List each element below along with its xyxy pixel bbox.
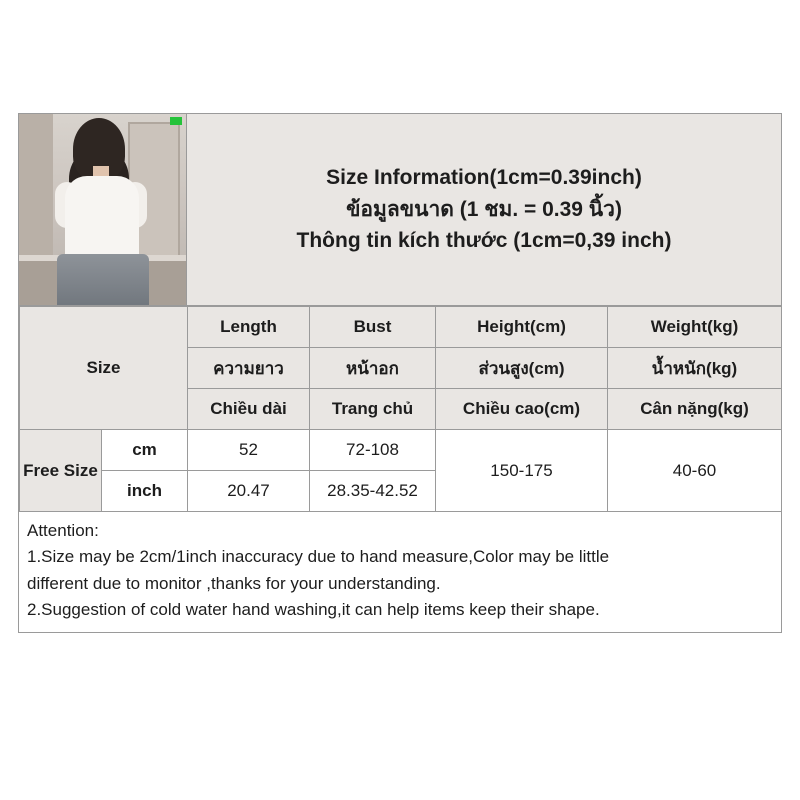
photo-skirt bbox=[57, 254, 149, 305]
photo-tshirt bbox=[65, 176, 139, 262]
table-row bbox=[20, 307, 782, 348]
col-header-weight-en: Weight(kg) bbox=[608, 307, 782, 348]
free-size-cell: Free Size bbox=[20, 430, 102, 512]
green-marker-icon bbox=[170, 117, 182, 125]
title-line-th: ข้อมูลขนาด (1 ชม. = 0.39 นิ้ว) bbox=[346, 197, 622, 221]
table-row bbox=[20, 430, 782, 471]
col-header-bust-th: หน้าอก bbox=[310, 348, 436, 389]
col-header-weight-th: น้ำหนัก(kg) bbox=[608, 348, 782, 389]
bust-inch-value: 28.35-42.52 bbox=[310, 471, 436, 512]
unit-inch: inch bbox=[102, 471, 188, 512]
attention-line-1: 1.Size may be 2cm/1inch inaccuracy due to hand measure,Color may be little bbox=[27, 547, 610, 567]
attention-heading: Attention: bbox=[27, 521, 99, 540]
title-block bbox=[187, 114, 781, 305]
col-header-length-th: ความยาว bbox=[188, 348, 310, 389]
title-line-vi: Thông tin kích thước (1cm=0,39 inch) bbox=[296, 229, 672, 253]
attention-line-3: 2.Suggestion of cold water hand washing,it can help items keep their shape. bbox=[27, 600, 600, 620]
col-header-weight-vi: Cân nặng(kg) bbox=[608, 389, 782, 430]
product-photo bbox=[19, 114, 187, 305]
bust-cm-value: 72-108 bbox=[310, 430, 436, 471]
col-header-length-vi: Chiều dài bbox=[188, 389, 310, 430]
height-range-value: 150-175 bbox=[436, 430, 608, 512]
size-header-cell: Size bbox=[20, 307, 188, 430]
col-header-bust-en: Bust bbox=[310, 307, 436, 348]
size-chart bbox=[18, 113, 782, 633]
col-header-height-th: ส่วนสูง(cm) bbox=[436, 348, 608, 389]
attention-block bbox=[19, 512, 781, 631]
col-header-bust-vi: Trang chủ bbox=[310, 389, 436, 430]
measurement-table bbox=[19, 306, 782, 512]
col-header-height-vi: Chiều cao(cm) bbox=[436, 389, 608, 430]
unit-cm: cm bbox=[102, 430, 188, 471]
title-line-en: Size Information(1cm=0.39inch) bbox=[326, 166, 642, 190]
length-inch-value: 20.47 bbox=[188, 471, 310, 512]
weight-range-value: 40-60 bbox=[608, 430, 782, 512]
chart-header bbox=[19, 114, 781, 306]
model-photo-illustration bbox=[19, 114, 186, 305]
length-cm-value: 52 bbox=[188, 430, 310, 471]
attention-line-2: different due to monitor ,thanks for your understanding. bbox=[27, 573, 441, 593]
col-header-height-en: Height(cm) bbox=[436, 307, 608, 348]
col-header-length-en: Length bbox=[188, 307, 310, 348]
